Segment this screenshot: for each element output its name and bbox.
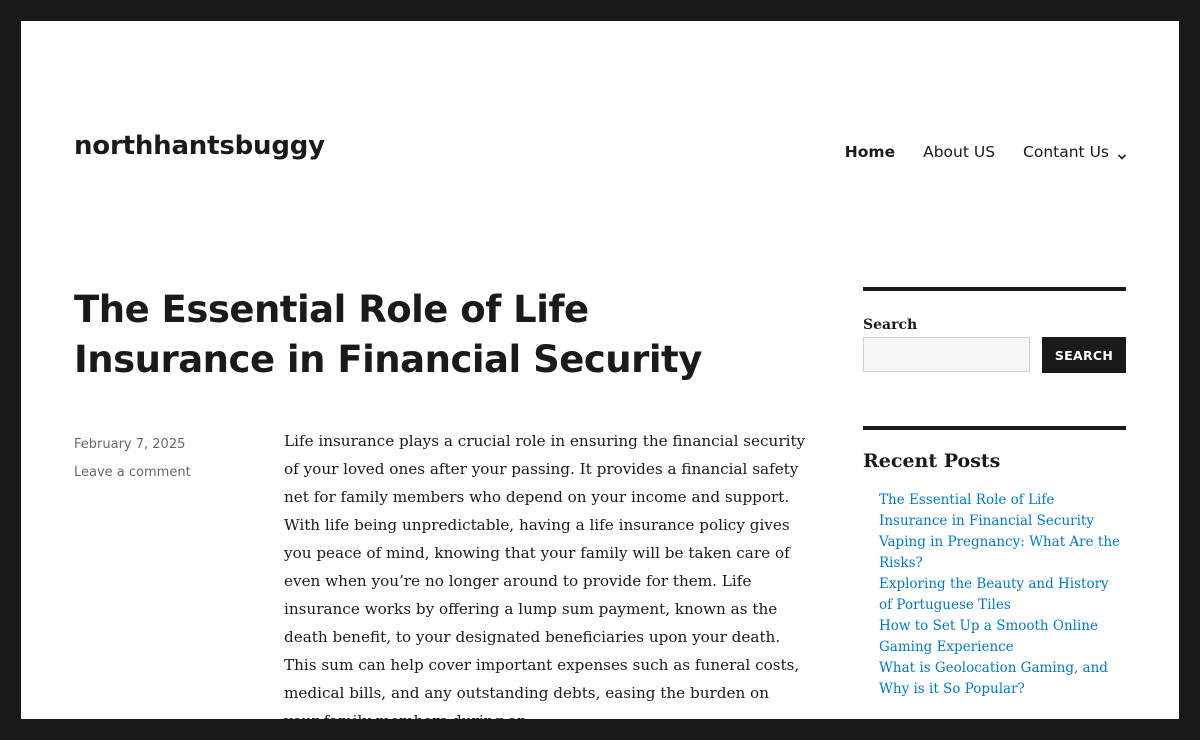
list-item	[879, 616, 1126, 658]
search-button[interactable]: SEARCH	[1042, 337, 1126, 373]
list-item	[879, 532, 1126, 574]
recent-posts-list	[863, 490, 1126, 700]
recent-post-link[interactable]: Exploring the Beauty and History of Portuguese Tiles	[879, 576, 1109, 613]
page-container	[21, 21, 1179, 730]
recent-post-link[interactable]: How to Set Up a Smooth Online Gaming Experience	[879, 618, 1098, 655]
recent-posts-widget	[863, 426, 1126, 700]
search-input[interactable]	[863, 337, 1030, 372]
nav-item-about-us[interactable]: About US	[923, 143, 996, 161]
list-item	[879, 658, 1126, 700]
post-date-link[interactable]: February 7, 2025	[74, 437, 186, 452]
nav-item-contant-us[interactable]: Contant Us	[1023, 143, 1109, 161]
recent-post-link[interactable]: Vaping in Pregnancy: What Are the Risks?	[879, 534, 1121, 571]
recent-post-link[interactable]: What is Geolocation Gaming, and Why is it So Popular?	[879, 660, 1108, 697]
recent-posts-title: Recent Posts	[863, 450, 1001, 472]
leave-comment-link[interactable]: Leave a comment	[74, 465, 191, 480]
list-item	[879, 490, 1126, 532]
search-widget	[863, 287, 1126, 363]
post-title: The Essential Role of Life Insurance in Financial Security	[74, 288, 702, 381]
recent-post-link[interactable]: The Essential Role of Life Insurance in Financial Security	[879, 492, 1094, 529]
primary-nav	[845, 143, 1127, 161]
search-label: Search	[863, 317, 918, 333]
post-meta	[74, 431, 191, 487]
list-item	[879, 574, 1126, 616]
post-body: Life insurance plays a crucial role in ensuring the financial security of your loved ones after your passing. It provides a financial safety net for family members who depend on your income and support. With life being unpredictable, having a life insurance policy gives you peace of mind, knowing that your family will be taken care of even when you’re no longer around to provide for them. Life insurance works by offering a lump sum payment, known as the death benefit, to your designated beneficiaries upon your death. This sum can help cover important expenses such as funeral costs, medical bills, and any outstanding debts, easing the burden on your family members during an	[284, 432, 806, 730]
chevron-down-icon[interactable]	[1117, 147, 1127, 157]
site-title-link[interactable]: northhantsbuggy	[74, 131, 325, 161]
nav-item-home[interactable]: Home	[844, 143, 896, 161]
